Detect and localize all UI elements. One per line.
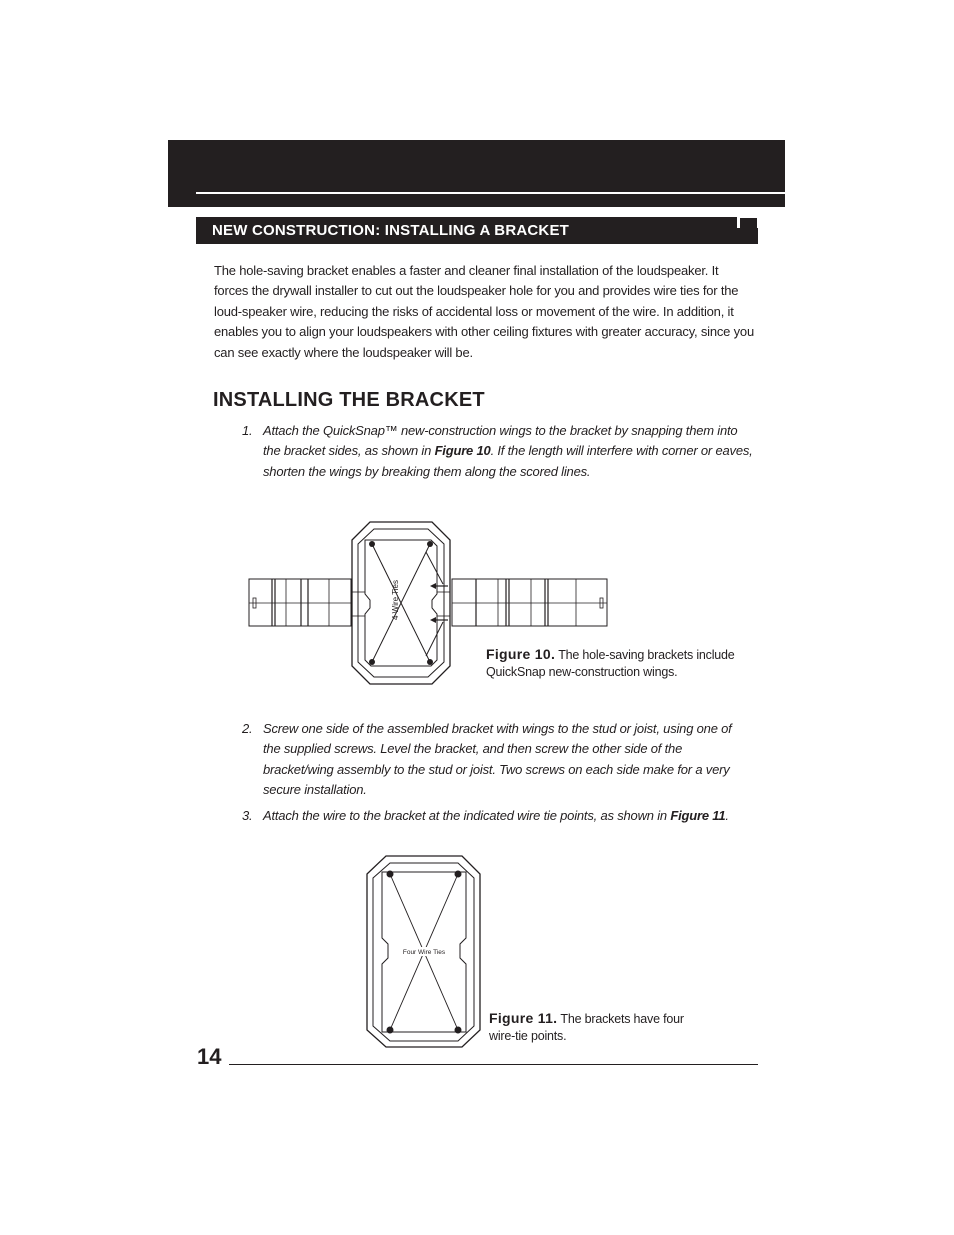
arrow-head [430,583,436,589]
step-3 [242,806,758,826]
right-wing [452,579,607,626]
section-bar-tab [740,218,757,243]
figure-label: Figure 10. [486,646,556,662]
diagram-label: 4 Wire Ties [391,579,400,620]
header-bar [168,140,785,207]
figure-label: Figure 11. [489,1010,558,1026]
step-text: . If the length will interfere with corner or eaves, shorten the wings by breaking them along the scored lines. [263,443,753,479]
caption-text: The brackets have four wire-tie points. [489,1012,684,1043]
step-1 [242,421,758,482]
step-text: . [725,808,729,823]
figure-reference: Figure 10 [434,443,491,459]
figure-11-caption [489,1010,689,1045]
diagram-label: Four Wire Ties [402,949,446,956]
figure-11-diagram [366,854,482,1050]
wire-tie-point [369,659,375,665]
wire-tie-point [455,1027,462,1034]
left-wing [249,579,351,626]
step-number: 2. [242,721,253,736]
figure-reference: Figure 11 [670,808,726,823]
wire-tie-point [387,871,394,878]
figure-10-caption [486,646,758,681]
step-text: Attach the QuickSnap™ new-construction wings to the bracket by snapping them into the bracket sides, as shown in [263,423,738,459]
subheading: INSTALLING THE BRACKET [213,389,485,411]
step-number: 3. [242,808,253,823]
intro-paragraph: The hole-saving bracket enables a faster and cleaner final installation of the loudspeaker. It forces the drywall installer to cut out the loudspeaker hole for you and provides wire ties for the loud-speaker wire, reducing the risks of accidental loss or movement of the wire. In addition, it enables you to align your loudspeakers with other ceiling fixtures with greater accuracy, since you can see exactly where the loudspeaker will be. [214,263,754,360]
wire-tie-point [427,659,433,665]
wire-tie-point [455,871,462,878]
step-text: Screw one side of the assembled bracket with wings to the stud or joist, using one of the supplied screws. Level the bracket, and then screw the other side of the bracket/wing assembly to the stud or joist. Two screws on each side make for a very secure installation. [263,721,732,798]
wire-tie-point [369,541,375,547]
arrow-head [430,617,436,623]
footer-rule [229,1064,758,1065]
step-text: Attach the wire to the bracket at the indicated wire tie points, as shown in [263,808,671,823]
step-2 [242,719,743,801]
header-rule [196,192,785,194]
arrow-line [426,552,443,584]
page-number: 14 [197,1044,222,1069]
arrow-line [426,622,443,656]
step-number: 1. [242,423,253,438]
section-title: NEW CONSTRUCTION: INSTALLING A BRACKET [212,222,570,239]
wire-tie-point [387,1027,394,1034]
wire-tie-point [427,541,433,547]
caption-text: The hole-saving brackets include QuickSnap new-construction wings. [486,648,735,679]
